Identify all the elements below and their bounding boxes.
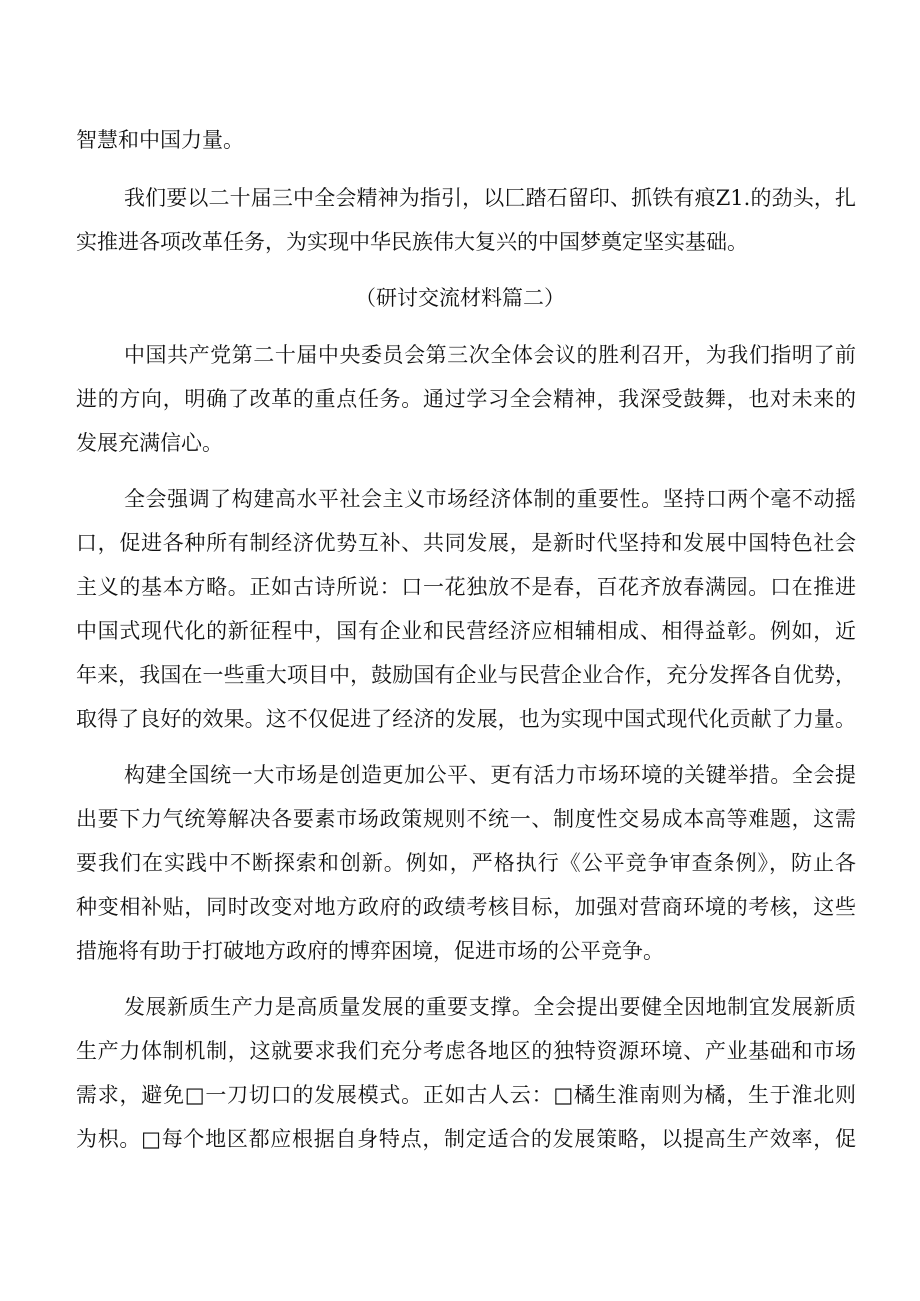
section-heading: （研讨交流材料篇二）: [355, 286, 565, 310]
paragraph-line: 为枳。□每个地区都应根据自身特点，制定适合的发展策略，以提高生产效率，促: [76, 1127, 856, 1151]
paragraph-line: 要我们在实践中不断探索和创新。例如，严格执行《公平竞争审查条例》，防止各: [76, 851, 856, 875]
paragraph-line: 我们要以二十届三中全会精神为指引，以匚踏石留印、抓铁有痕Z1.的劲头，扎: [124, 186, 856, 210]
paragraph-line: 出要下力气统筹解决各要素市场政策规则不统一、制度性交易成本高等难题，这需: [76, 807, 856, 831]
paragraph-line: 实推进各项改革任务，为实现中华民族伟大复兴的中国梦奠定坚实基础。: [76, 230, 748, 254]
paragraph-line: 中国共产党第二十届中央委员会第三次全体会议的胜利召开，为我们指明了前: [124, 343, 856, 367]
paragraph-line: 口，促进各种所有制经济优势互补、共同发展，是新时代坚持和发展中国特色社会: [76, 531, 856, 555]
paragraph-line: 主义的基本方略。正如古诗所说：口一花独放不是春，百花齐放春满园。口在推进: [76, 575, 856, 599]
paragraph-line: 措施将有助于打破地方政府的博弈困境，促进市场的公平竞争。: [76, 939, 664, 963]
paragraph-line: 全会强调了构建高水平社会主义市场经济体制的重要性。坚持口两个毫不动摇: [124, 487, 856, 511]
paragraph-line: 种变相补贴，同时改变对地方政府的政绩考核目标，加强对营商环境的考核，这些: [76, 895, 856, 919]
paragraph-line: 取得了良好的效果。这不仅促进了经济的发展，也为实现中国式现代化贡献了力量。: [76, 707, 856, 731]
paragraph-line: 智慧和中国力量。: [76, 128, 244, 152]
paragraph-line: 进的方向，明确了改革的重点任务。通过学习全会精神，我深受鼓舞，也对未来的: [76, 387, 856, 411]
paragraph-line: 需求，避免□一刀切口的发展模式。正如古人云：□橘生淮南则为橘，生于淮北则: [76, 1083, 856, 1107]
paragraph-line: 年来，我国在一些重大项目中，鼓励国有企业与民营企业合作，充分发挥各自优势，: [76, 663, 856, 687]
paragraph-line: 生产力体制机制，这就要求我们充分考虑各地区的独特资源环境、产业基础和市场: [76, 1039, 856, 1063]
paragraph-line: 发展新质生产力是高质量发展的重要支撑。全会提出要健全因地制宜发展新质: [124, 995, 856, 1019]
paragraph-line: 构建全国统一大市场是创造更加公平、更有活力市场环境的关键举措。全会提: [124, 763, 856, 787]
paragraph-line: 中国式现代化的新征程中，国有企业和民营经济应相辅相成、相得益彰。例如，近: [76, 619, 856, 643]
paragraph-line: 发展充满信心。: [76, 431, 223, 455]
